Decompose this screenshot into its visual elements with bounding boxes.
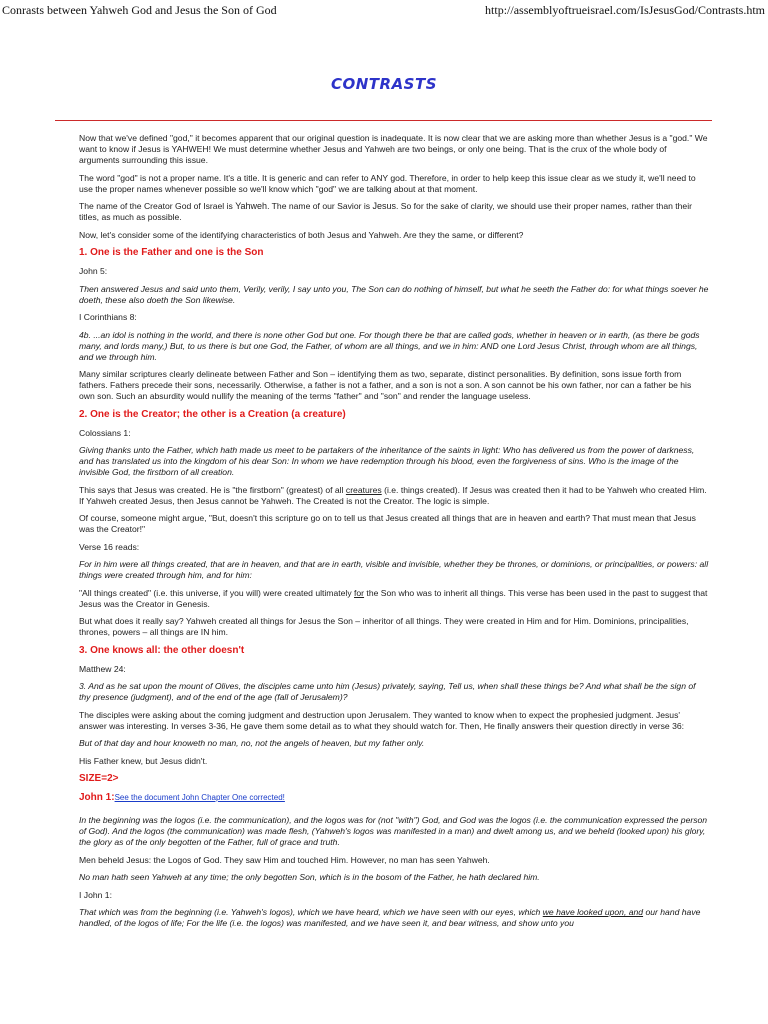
print-header [0,0,768,18]
article-body [79,133,709,936]
section-heading-2: 2. One is the Creator; the other is a Creation (a creature) [79,408,346,420]
paragraph: But what does it really say? Yahweh created all things for Jesus the Son – inheritor of all things. They were created in Him and for Him. Dominions, principalities, thrones, powers – all things are IN him. [79,616,689,637]
header-url: http://assemblyoftrueisrael.com/IsJesusGod/Contrasts.htm [485,3,765,17]
scripture-quote: In the beginning was the logos (i.e. the communication), and the logos was for (not "with") God, and God was the logos (i.e. the communication expressed the person of God). And the logos (the communication) was made flesh, (Yahweh's logos was manifested in a man) and dwelt among us, and we beheld (looked upon) his glory, the glory as of the only begotten of the Father, full of grace and truth. [79,815,708,847]
scripture-reference: John 5: [79,266,108,276]
section-heading-3: 3. One knows all: the other doesn't [79,644,245,656]
scripture-reference: I John 1: [79,889,112,900]
scripture-quote: 4b. ...an idol is nothing in the world, and there is none other God but one. For though there be that are called gods, whether in heaven or in earth, (as there be gods many, and lords many,) But, to us there is but one God, the Father, of whom are all things, and we in him: AND one Lord Jesus Christ, through whom are all things, and we through him. [79,329,700,362]
scripture-quote: But of that day and hour knoweth no man, no, not the angels of heaven, but my father only. [79,738,425,748]
scripture-reference: I Corinthians 8: [79,312,137,322]
scripture-quote: No man hath seen Yahweh at any time; the only begotten Son, which is in the bosom of the Father, he hath declared him. [79,872,540,882]
scripture-quote: 3. And as he sat upon the mount of Olives, the disciples came unto him (Jesus) privately, saying, Tell us, when shall these things be? And what shall be the sign of thy presence (judgment), and of the end of the age (fall of Jerusalem)? [79,681,696,702]
paragraph: Many similar scriptures clearly delineate between Father and Son – identifying them as two, separate, distinct personalities. By definition, sons issue forth from fathers. Fathers precede their sons, necessarily. Otherwise, a father is not a father, and a son is not a son. A son cannot be his own father, nor can a father be his own son. Such an absurdity would nullify the meaning of the terms "father" and "son" and render the language useless. [79,369,692,401]
paragraph: His Father knew, but Jesus didn't. [79,755,208,766]
paragraph: Of course, someone might argue, "But, doesn't this scripture go on to tell us that Jesus created all things that are in heaven and earth? That must mean that Jesus was the Creator!" [79,513,696,534]
scripture-quote: Then answered Jesus and said unto them, Verily, verily, I say unto you, The Son can do nothing of himself, but what he seeth the Father do: for what things soever he doeth, these also doeth the Son likewise. [79,283,709,305]
paragraph: Now that we've defined "god," it becomes apparent that our original question is inadequate. It is now clear that we are asking more than whether Jesus is a "god." We want to know if Jesus is YAHWEH! We must determine whether Jesus and Yahweh are two beings, or only one being. That is the crux of the whole body of arguments surrounding this issue. [79,133,708,165]
scripture-reference: Colossians 1: [79,427,131,438]
scripture-quote: Giving thanks unto the Father, which hath made us meet to be partakers of the inheritance of the saints in light: Who has delivered us from the power of darkness, and has translated us into the kingdom of his dear Son: In whom we have redemption through his blood, even the forgiveness of sins. Who is the image of the invisible God, the firstborn of all creation. [79,445,695,477]
paragraph: "All things created" (i.e. this universe, if you will) were created ultimately for the Son who was to inherit all things. This verse has been used in the past to suggest that Jesus was the Creator in Genesis. [79,587,708,609]
scripture-reference: Matthew 24: [79,663,126,674]
paragraph: The word "god" is not a proper name. It's a title. It is generic and can refer to ANY god. Therefore, in order to help keep this issue clear as we study it, we'll need to use the proper names whenever possible so we'll know which "god" we are talking about at that moment. [79,172,696,194]
john-chapter-one-link[interactable]: See the document John Chapter One corrected! [114,793,285,802]
paragraph: This says that Jesus was created. He is "the firstborn" (greatest) of all creatures (i.e. things created). If Jesus was created then it had to be Yahweh who created Him. If Yahweh created Jesus, then Jesus cannot be Yahweh. The Created is not the Creator. The logic is simple. [79,484,707,506]
header-page-title: Conrasts between Yahweh God and Jesus the Son of God [2,3,277,17]
scripture-quote: That which was from the beginning (i.e. Yahweh's logos), which we have heard, which we have seen with our eyes, which we have looked upon, and our hand have handled, of the logos of life; For the life (i.e. the logos) was manifested, and we have seen it, and bear witness, and show unto you [79,907,701,928]
paragraph: Now, let's consider some of the identifying characteristics of both Jesus and Yahweh. Are they the same, or different? [79,229,524,240]
section-heading-john1: John 1:See the document John Chapter One corrected! [79,792,285,803]
section-heading-1: 1. One is the Father and one is the Son [79,247,264,258]
paragraph: The disciples were asking about the coming judgment and destruction upon Jerusalem. They wanted to know when to expect the prophesied judgment. Jesus' answer was interesting. In verses 3-36, He gave them some detail as to what they should watch for. Then, He finally answers their question directly in verse 36: [79,709,685,731]
scripture-quote: For in him were all things created, that are in heaven, and that are in earth, visible and invisible, whether they be thrones, or dominions, or principalities, or powers: all things were created through him, and for him: [79,559,709,580]
size-tag-text: SIZE=2> [79,773,119,784]
paragraph: Men beheld Jesus: the Logos of God. They saw Him and touched Him. However, no man has seen Yahweh. [79,854,490,865]
name-yahweh: Yahweh [235,201,268,211]
title-divider [55,120,712,121]
page-title: CONTRASTS [330,75,438,93]
scripture-reference: Verse 16 reads: [79,541,140,552]
name-jesus: Jesus [372,201,396,211]
paragraph: The name of the Creator God of Israel is Yahweh. The name of our Savior is Jesus. So for the sake of clarity, we should use their proper names, rather than their titles, as much as possible. [79,201,692,222]
